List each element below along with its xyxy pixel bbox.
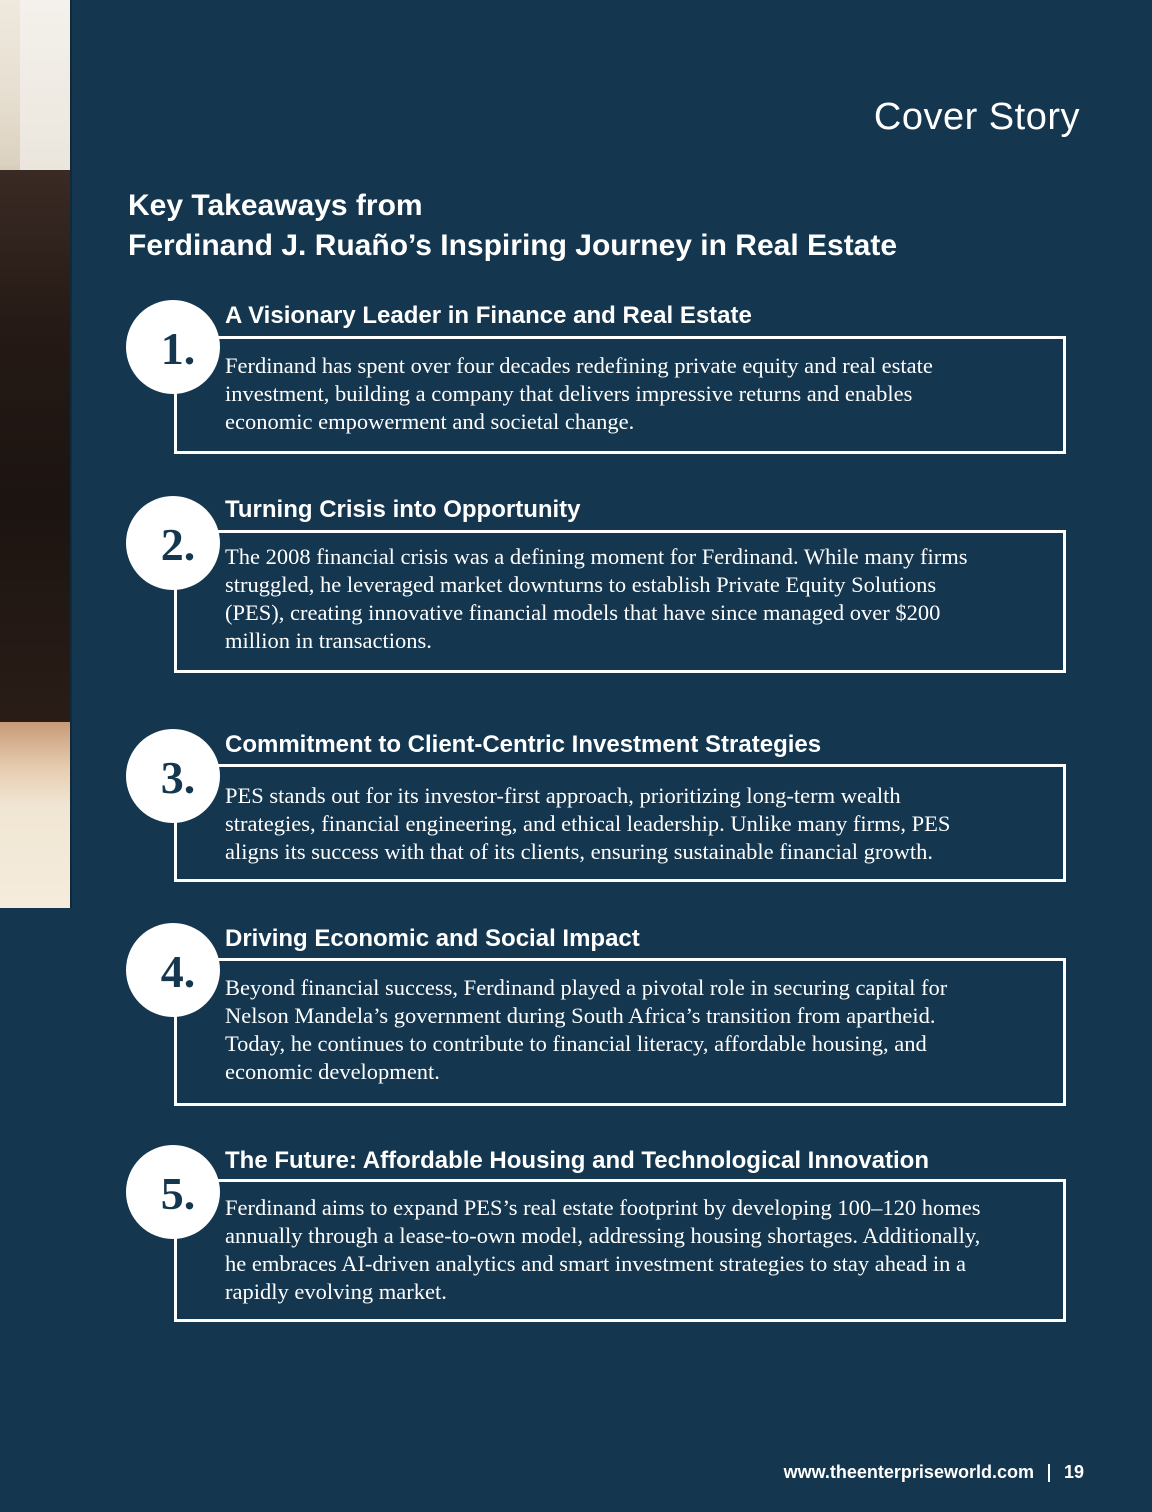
body-line: Ferdinand has spent over four decades redefining private equity and real estate bbox=[225, 353, 933, 378]
body-line: Today, he continues to contribute to financial literacy, affordable housing, and bbox=[225, 1031, 927, 1056]
takeaway-number: 5. bbox=[160, 1167, 196, 1219]
body-line: aligns its success with that of its clients, ensuring sustainable financial growth. bbox=[225, 839, 933, 864]
body-line: Ferdinand aims to expand PES’s real estate footprint by developing 100–120 homes bbox=[225, 1195, 981, 1220]
body-line: economic development. bbox=[225, 1059, 440, 1084]
takeaway-heading: Commitment to Client-Centric Investment Strategies bbox=[225, 731, 822, 758]
takeaway-number-badge bbox=[126, 923, 220, 1017]
body-line: annually through a lease-to-own model, addressing housing shortages. Additionally, bbox=[225, 1223, 981, 1248]
page-title-line-1: Key Takeaways from bbox=[128, 189, 423, 222]
photo-hair-dark bbox=[0, 170, 72, 730]
takeaway-number: 2. bbox=[160, 518, 196, 570]
takeaway-number: 4. bbox=[160, 945, 196, 997]
photo-edge-line bbox=[70, 0, 72, 908]
body-line: struggled, he leveraged market downturns to establish Private Equity Solutions bbox=[225, 572, 937, 597]
body-line: rapidly evolving market. bbox=[225, 1279, 447, 1304]
takeaway-body bbox=[225, 352, 1045, 436]
takeaway-number-badge bbox=[126, 729, 220, 823]
photo-hand bbox=[0, 722, 72, 908]
body-line: Nelson Mandela’s government during South Africa’s transition from apartheid. bbox=[225, 1003, 936, 1028]
page-number: 19 bbox=[1063, 1462, 1084, 1482]
cover-photo-edge bbox=[0, 0, 72, 908]
body-line: he embraces AI-driven analytics and smart investment strategies to stay ahead in a bbox=[225, 1251, 966, 1276]
footer-website: www.theenterpriseworld.com bbox=[783, 1462, 1034, 1482]
takeaway-number-badge bbox=[126, 300, 220, 394]
takeaway-number-badge bbox=[126, 496, 220, 590]
takeaway-number: 1. bbox=[160, 322, 196, 374]
body-line: (PES), creating innovative financial models that have since managed over $200 bbox=[225, 600, 941, 625]
takeaway-body bbox=[225, 1194, 1045, 1306]
body-line: million in transactions. bbox=[225, 628, 432, 653]
body-line: investment, building a company that delivers impressive returns and enables bbox=[225, 381, 913, 406]
takeaway-body bbox=[225, 782, 1045, 866]
page-title-line-2: Ferdinand J. Ruaño’s Inspiring Journey in Real Estate bbox=[128, 229, 898, 262]
takeaway-heading: Turning Crisis into Opportunity bbox=[225, 496, 581, 523]
section-label: Cover Story bbox=[873, 96, 1080, 138]
body-line: The 2008 financial crisis was a defining moment for Ferdinand. While many firms bbox=[225, 544, 968, 569]
body-line: PES stands out for its investor-first approach, prioritizing long-term wealth bbox=[225, 783, 901, 808]
body-line: economic empowerment and societal change. bbox=[225, 409, 635, 434]
page-title bbox=[128, 186, 1088, 266]
takeaway-heading: The Future: Affordable Housing and Technological Innovation bbox=[225, 1147, 929, 1174]
footer-divider bbox=[1048, 1464, 1050, 1482]
takeaway-heading: Driving Economic and Social Impact bbox=[225, 925, 640, 952]
takeaway-body bbox=[225, 543, 1045, 655]
takeaway-heading: A Visionary Leader in Finance and Real Estate bbox=[225, 302, 752, 329]
body-line: strategies, financial engineering, and ethical leadership. Unlike many firms, PES bbox=[225, 811, 951, 836]
takeaway-number-badge bbox=[126, 1145, 220, 1239]
takeaway-body bbox=[225, 974, 1045, 1086]
takeaway-number: 3. bbox=[160, 751, 196, 803]
page-footer bbox=[784, 1462, 1084, 1483]
body-line: Beyond financial success, Ferdinand played a pivotal role in securing capital for bbox=[225, 975, 948, 1000]
